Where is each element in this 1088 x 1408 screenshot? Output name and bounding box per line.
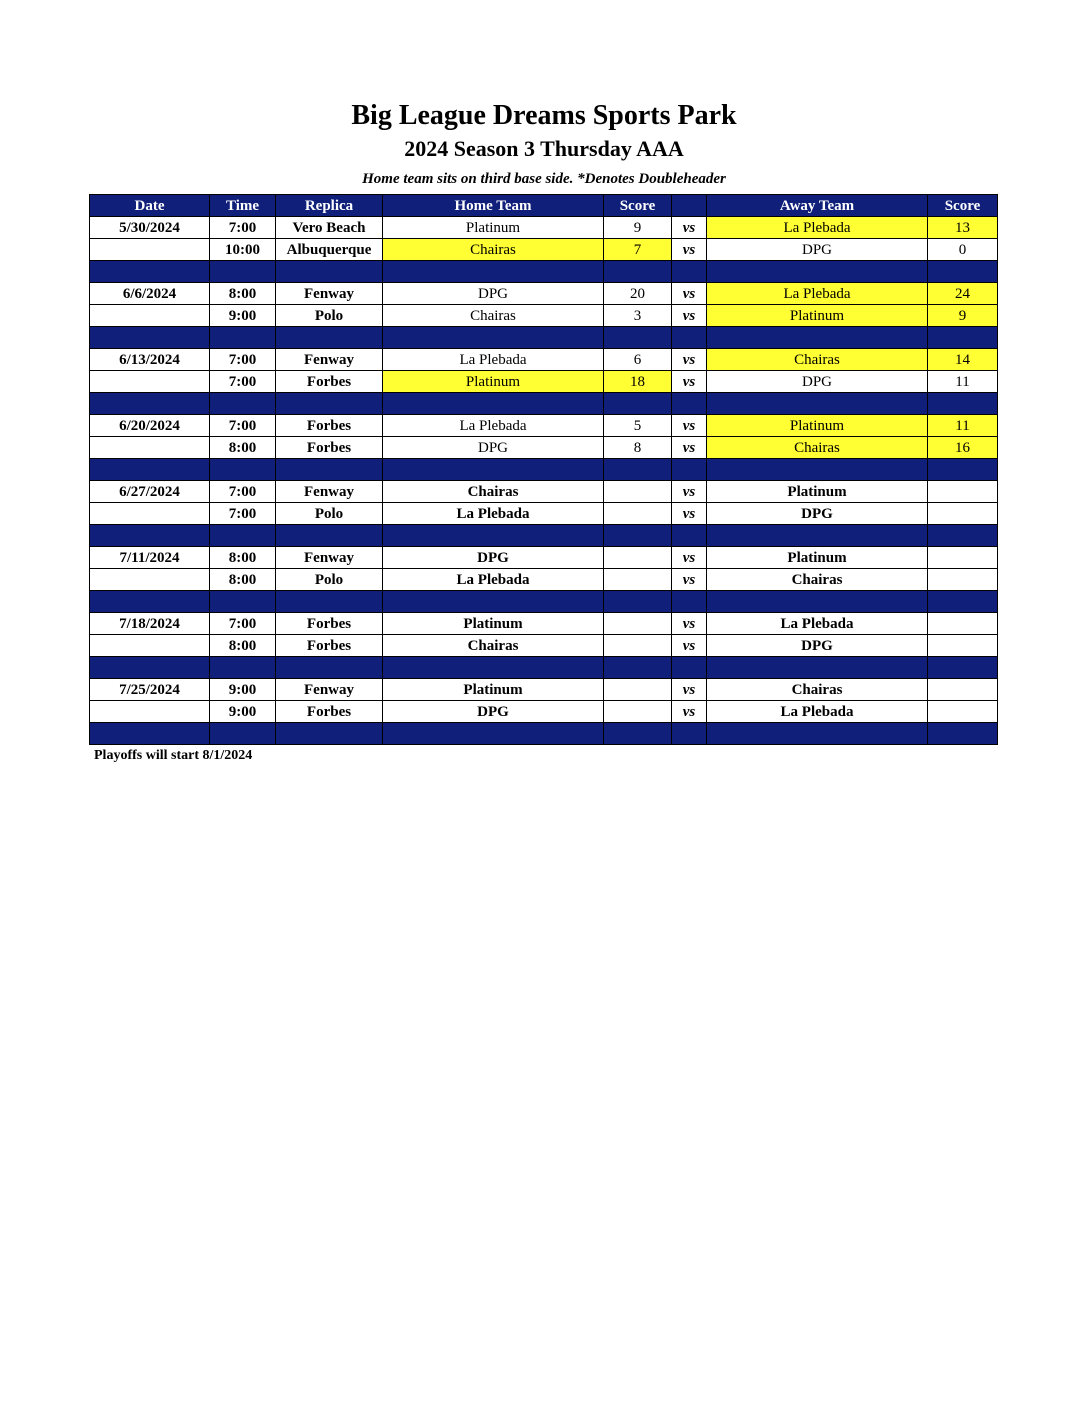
home-team-cell: Platinum	[383, 371, 604, 393]
separator-cell	[276, 459, 383, 481]
time-cell: 9:00	[210, 679, 276, 701]
away-score-cell: 13	[928, 217, 998, 239]
separator-row	[90, 459, 998, 481]
replica-cell: Fenway	[276, 679, 383, 701]
separator-cell	[90, 657, 210, 679]
home-team-cell: Platinum	[383, 613, 604, 635]
separator-cell	[210, 393, 276, 415]
game-row	[90, 283, 998, 305]
away-score-cell	[928, 679, 998, 701]
header-row	[90, 195, 998, 217]
home-team-cell: Chairas	[383, 481, 604, 503]
separator-cell	[383, 393, 604, 415]
vs-cell: vs	[672, 371, 707, 393]
schedule-table	[89, 194, 998, 745]
home-team-cell: Chairas	[383, 239, 604, 261]
game-row	[90, 503, 998, 525]
separator-cell	[383, 459, 604, 481]
game-row	[90, 547, 998, 569]
separator-cell	[210, 591, 276, 613]
home-team-cell: Chairas	[383, 305, 604, 327]
date-cell: 7/25/2024	[90, 679, 210, 701]
time-cell: 7:00	[210, 613, 276, 635]
game-row	[90, 701, 998, 723]
game-row	[90, 635, 998, 657]
home-score-cell	[604, 481, 672, 503]
away-team-cell: Platinum	[707, 481, 928, 503]
separator-cell	[928, 525, 998, 547]
vs-cell: vs	[672, 503, 707, 525]
date-cell: 6/27/2024	[90, 481, 210, 503]
away-team-cell: DPG	[707, 239, 928, 261]
separator-cell	[672, 657, 707, 679]
separator-cell	[604, 459, 672, 481]
date-cell	[90, 635, 210, 657]
date-cell: 6/13/2024	[90, 349, 210, 371]
away-team-cell: Chairas	[707, 349, 928, 371]
date-cell	[90, 371, 210, 393]
replica-cell: Albuquerque	[276, 239, 383, 261]
date-cell: 6/6/2024	[90, 283, 210, 305]
replica-cell: Fenway	[276, 349, 383, 371]
home-score-cell: 9	[604, 217, 672, 239]
separator-cell	[604, 591, 672, 613]
home-score-cell	[604, 613, 672, 635]
home-team-cell: Chairas	[383, 635, 604, 657]
separator-cell	[928, 393, 998, 415]
game-row	[90, 437, 998, 459]
replica-cell: Fenway	[276, 481, 383, 503]
home-score-cell: 20	[604, 283, 672, 305]
home-team-cell: DPG	[383, 547, 604, 569]
separator-cell	[707, 261, 928, 283]
away-score-cell	[928, 481, 998, 503]
game-row	[90, 349, 998, 371]
home-score-cell: 8	[604, 437, 672, 459]
separator-row	[90, 591, 998, 613]
game-row	[90, 679, 998, 701]
game-row	[90, 613, 998, 635]
away-team-cell: Chairas	[707, 569, 928, 591]
away-score-cell	[928, 547, 998, 569]
separator-cell	[672, 459, 707, 481]
date-cell: 6/20/2024	[90, 415, 210, 437]
date-cell	[90, 701, 210, 723]
home-score-cell: 3	[604, 305, 672, 327]
replica-cell: Fenway	[276, 547, 383, 569]
home-score-cell: 7	[604, 239, 672, 261]
date-cell	[90, 305, 210, 327]
separator-cell	[604, 525, 672, 547]
separator-cell	[672, 327, 707, 349]
home-team-note: Home team sits on third base side. *Denotes Doubleheader	[362, 171, 726, 187]
away-team-cell: Platinum	[707, 305, 928, 327]
replica-cell: Forbes	[276, 635, 383, 657]
separator-cell	[707, 657, 928, 679]
home-score-cell: 18	[604, 371, 672, 393]
away-score-cell: 0	[928, 239, 998, 261]
date-cell	[90, 503, 210, 525]
game-row	[90, 217, 998, 239]
home-team-cell: Platinum	[383, 217, 604, 239]
home-team-cell: La Plebada	[383, 569, 604, 591]
home-score-cell	[604, 547, 672, 569]
separator-cell	[383, 327, 604, 349]
separator-cell	[707, 459, 928, 481]
away-score-cell	[928, 635, 998, 657]
time-cell: 9:00	[210, 305, 276, 327]
vs-cell: vs	[672, 481, 707, 503]
home-team-cell: La Plebada	[383, 349, 604, 371]
separator-row	[90, 393, 998, 415]
separator-cell	[90, 327, 210, 349]
time-cell: 7:00	[210, 371, 276, 393]
separator-cell	[707, 525, 928, 547]
away-score-cell	[928, 701, 998, 723]
season-subtitle: 2024 Season 3 Thursday AAA	[404, 136, 684, 161]
separator-cell	[276, 393, 383, 415]
separator-cell	[90, 261, 210, 283]
time-cell: 7:00	[210, 349, 276, 371]
vs-cell: vs	[672, 679, 707, 701]
time-cell: 9:00	[210, 701, 276, 723]
game-row	[90, 371, 998, 393]
home-team-cell: DPG	[383, 437, 604, 459]
date-cell	[90, 569, 210, 591]
date-cell: 5/30/2024	[90, 217, 210, 239]
separator-cell	[276, 723, 383, 745]
away-team-cell: La Plebada	[707, 701, 928, 723]
page-title: Big League Dreams Sports Park	[351, 100, 737, 131]
separator-cell	[90, 459, 210, 481]
separator-cell	[707, 591, 928, 613]
separator-cell	[210, 525, 276, 547]
home-score-cell	[604, 679, 672, 701]
separator-cell	[604, 657, 672, 679]
replica-cell: Forbes	[276, 613, 383, 635]
separator-cell	[276, 657, 383, 679]
vs-cell: vs	[672, 305, 707, 327]
away-score-cell: 11	[928, 371, 998, 393]
playoffs-note: Playoffs will start 8/1/2024	[94, 748, 253, 763]
game-row	[90, 481, 998, 503]
time-cell: 7:00	[210, 503, 276, 525]
away-score-cell	[928, 613, 998, 635]
time-cell: 8:00	[210, 437, 276, 459]
away-score-cell: 11	[928, 415, 998, 437]
away-score-cell: 24	[928, 283, 998, 305]
replica-cell: Polo	[276, 305, 383, 327]
separator-cell	[210, 723, 276, 745]
home-team-cell: La Plebada	[383, 415, 604, 437]
separator-cell	[276, 327, 383, 349]
col-date-header: Date	[90, 195, 210, 217]
separator-cell	[90, 525, 210, 547]
col-time-header: Time	[210, 195, 276, 217]
vs-cell: vs	[672, 415, 707, 437]
separator-cell	[604, 261, 672, 283]
separator-cell	[90, 591, 210, 613]
separator-cell	[707, 393, 928, 415]
separator-cell	[928, 657, 998, 679]
separator-cell	[383, 723, 604, 745]
separator-row	[90, 657, 998, 679]
vs-cell: vs	[672, 547, 707, 569]
date-cell	[90, 239, 210, 261]
separator-cell	[383, 261, 604, 283]
home-team-cell: Platinum	[383, 679, 604, 701]
game-row	[90, 415, 998, 437]
home-score-cell	[604, 701, 672, 723]
replica-cell: Polo	[276, 569, 383, 591]
home-score-cell: 5	[604, 415, 672, 437]
away-score-cell: 16	[928, 437, 998, 459]
separator-cell	[210, 261, 276, 283]
away-team-cell: DPG	[707, 635, 928, 657]
vs-cell: vs	[672, 569, 707, 591]
col-away-team-header: Away Team	[707, 195, 928, 217]
separator-cell	[90, 723, 210, 745]
replica-cell: Vero Beach	[276, 217, 383, 239]
date-cell	[90, 437, 210, 459]
away-score-cell	[928, 503, 998, 525]
separator-cell	[90, 393, 210, 415]
vs-cell: vs	[672, 217, 707, 239]
separator-cell	[210, 459, 276, 481]
replica-cell: Fenway	[276, 283, 383, 305]
vs-cell: vs	[672, 283, 707, 305]
separator-row	[90, 261, 998, 283]
away-team-cell: Platinum	[707, 547, 928, 569]
date-cell: 7/18/2024	[90, 613, 210, 635]
col-replica-header: Replica	[276, 195, 383, 217]
separator-cell	[383, 525, 604, 547]
vs-cell: vs	[672, 239, 707, 261]
vs-cell: vs	[672, 701, 707, 723]
separator-cell	[928, 591, 998, 613]
home-team-cell: La Plebada	[383, 503, 604, 525]
separator-row	[90, 723, 998, 745]
separator-row	[90, 327, 998, 349]
home-score-cell	[604, 569, 672, 591]
home-score-cell	[604, 635, 672, 657]
away-score-cell	[928, 569, 998, 591]
time-cell: 8:00	[210, 569, 276, 591]
separator-cell	[604, 723, 672, 745]
replica-cell: Forbes	[276, 437, 383, 459]
vs-cell: vs	[672, 613, 707, 635]
replica-cell: Forbes	[276, 371, 383, 393]
away-team-cell: Platinum	[707, 415, 928, 437]
time-cell: 8:00	[210, 283, 276, 305]
separator-cell	[276, 525, 383, 547]
separator-cell	[672, 261, 707, 283]
time-cell: 7:00	[210, 217, 276, 239]
away-team-cell: La Plebada	[707, 283, 928, 305]
time-cell: 10:00	[210, 239, 276, 261]
away-team-cell: Chairas	[707, 679, 928, 701]
away-team-cell: DPG	[707, 503, 928, 525]
col-away-score-header: Score	[928, 195, 998, 217]
separator-cell	[604, 327, 672, 349]
home-score-cell	[604, 503, 672, 525]
col-home-score-header: Score	[604, 195, 672, 217]
replica-cell: Polo	[276, 503, 383, 525]
col-home-team-header: Home Team	[383, 195, 604, 217]
separator-cell	[604, 393, 672, 415]
vs-cell: vs	[672, 349, 707, 371]
col-vs-header	[672, 195, 707, 217]
separator-cell	[383, 591, 604, 613]
separator-cell	[928, 723, 998, 745]
away-team-cell: Chairas	[707, 437, 928, 459]
date-cell: 7/11/2024	[90, 547, 210, 569]
time-cell: 7:00	[210, 481, 276, 503]
separator-cell	[672, 393, 707, 415]
separator-cell	[928, 327, 998, 349]
home-team-cell: DPG	[383, 283, 604, 305]
separator-cell	[672, 525, 707, 547]
game-row	[90, 305, 998, 327]
time-cell: 8:00	[210, 547, 276, 569]
away-team-cell: DPG	[707, 371, 928, 393]
separator-cell	[707, 723, 928, 745]
separator-cell	[210, 327, 276, 349]
replica-cell: Forbes	[276, 415, 383, 437]
vs-cell: vs	[672, 437, 707, 459]
time-cell: 7:00	[210, 415, 276, 437]
separator-cell	[707, 327, 928, 349]
vs-cell: vs	[672, 635, 707, 657]
separator-cell	[672, 723, 707, 745]
separator-cell	[928, 261, 998, 283]
away-team-cell: La Plebada	[707, 613, 928, 635]
separator-cell	[928, 459, 998, 481]
away-score-cell: 9	[928, 305, 998, 327]
home-team-cell: DPG	[383, 701, 604, 723]
time-cell: 8:00	[210, 635, 276, 657]
away-team-cell: La Plebada	[707, 217, 928, 239]
game-row	[90, 569, 998, 591]
separator-cell	[276, 261, 383, 283]
separator-cell	[383, 657, 604, 679]
separator-cell	[210, 657, 276, 679]
separator-cell	[276, 591, 383, 613]
game-row	[90, 239, 998, 261]
separator-cell	[672, 591, 707, 613]
home-score-cell: 6	[604, 349, 672, 371]
schedule-body	[90, 217, 998, 745]
replica-cell: Forbes	[276, 701, 383, 723]
away-score-cell: 14	[928, 349, 998, 371]
separator-row	[90, 525, 998, 547]
